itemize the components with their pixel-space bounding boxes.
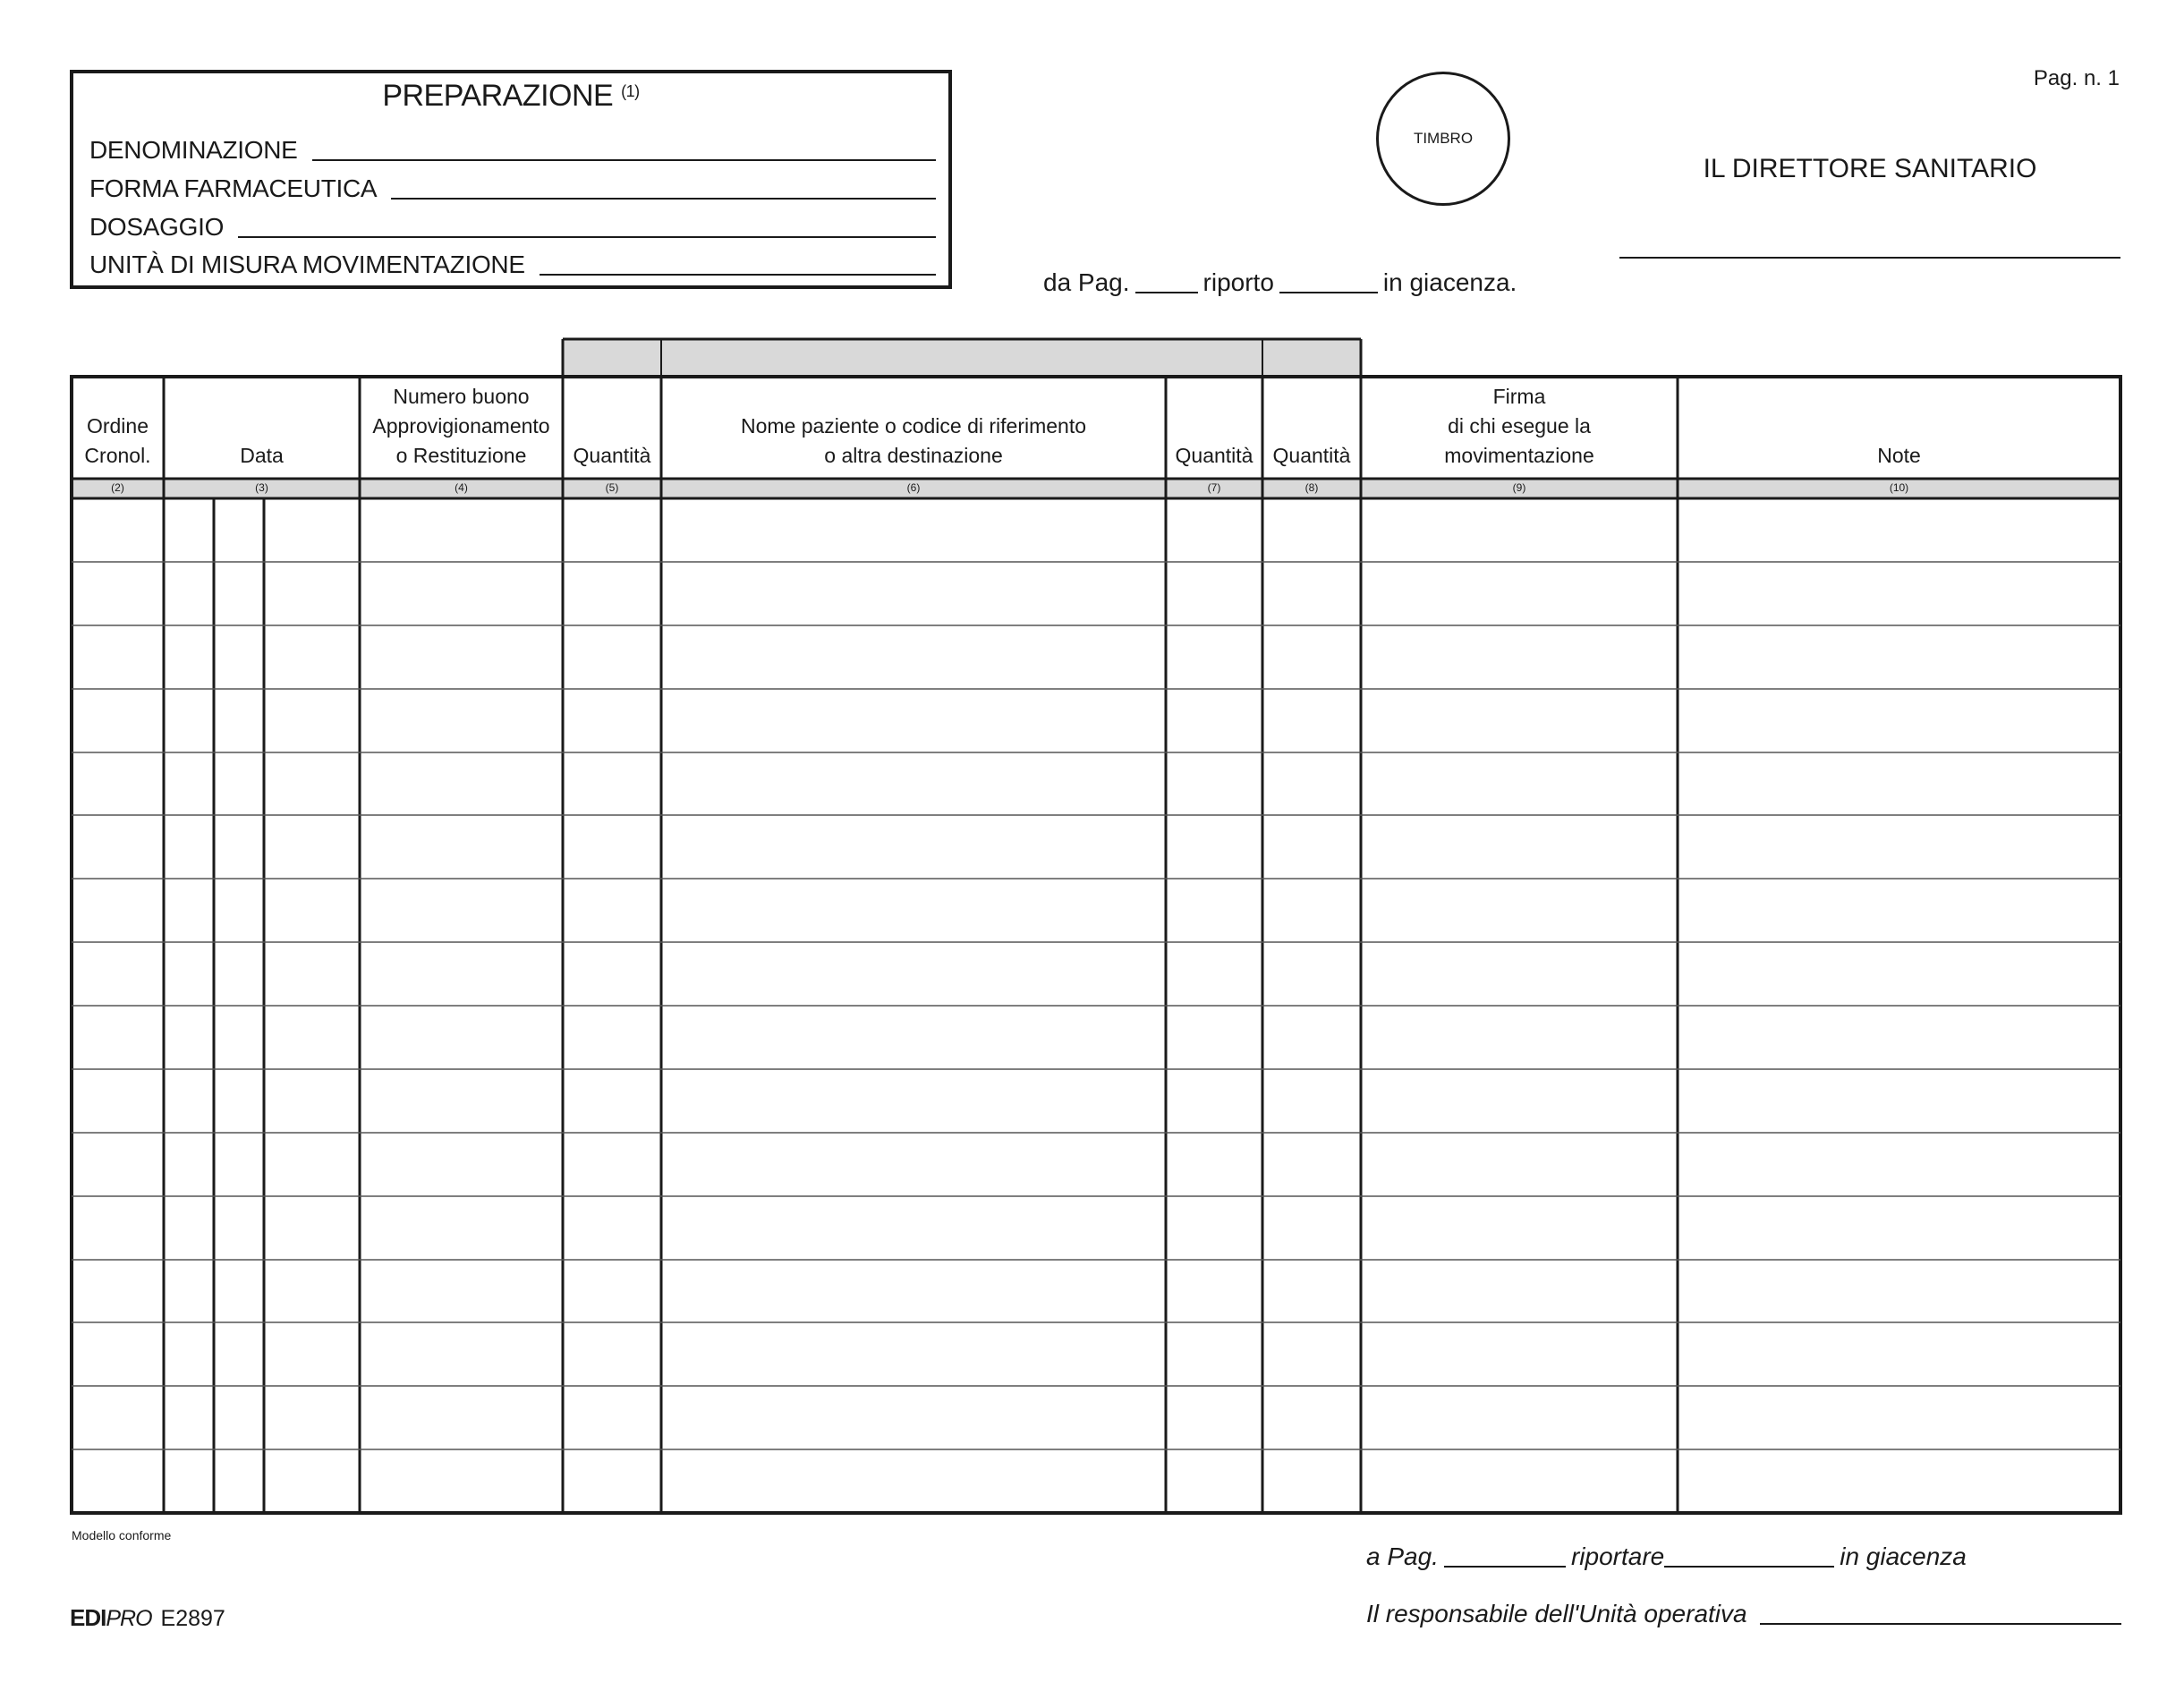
responsible-signature-line[interactable]	[1760, 1623, 2121, 1625]
table-border	[72, 377, 2120, 1513]
col-header-line: Quantità	[1175, 444, 1253, 467]
col-header-line	[1166, 412, 1262, 441]
col-header-line	[1166, 382, 1262, 412]
col-header-line: di chi esegue la	[1448, 414, 1591, 438]
col-header-quantita-carico	[563, 382, 661, 471]
col-number: (7)	[1207, 481, 1221, 494]
col-header-line: Nome paziente o codice di riferimento	[740, 414, 1087, 438]
col-header-line	[1262, 382, 1361, 412]
carry-to-suffix: in giacenza	[1840, 1542, 1967, 1570]
director-title: IL DIRETTORE SANITARIO	[1703, 154, 2037, 183]
col-header-data	[164, 382, 360, 471]
col-header-nome-paziente	[661, 382, 1166, 471]
col-number: (10)	[1889, 481, 1909, 494]
carry-to	[1366, 1542, 1967, 1571]
col-header-line: o altra destinazione	[824, 444, 1003, 467]
col-header-line	[1678, 382, 2120, 412]
col-header-line: Ordine	[86, 414, 149, 438]
field-label: DENOMINAZIONE	[89, 136, 298, 164]
col-header-line: Note	[1877, 444, 1921, 467]
stamp-label: TIMBRO	[1413, 130, 1474, 147]
col-number: (8)	[1304, 481, 1319, 494]
responsible-label: Il responsabile dell'Unità operativa	[1366, 1600, 1747, 1627]
model-note: Modello conforme	[72, 1528, 172, 1542]
col-header-line	[1678, 412, 2120, 441]
field-label: UNITÀ DI MISURA MOVIMENTAZIONE	[89, 251, 525, 278]
col-header-note	[1678, 382, 2120, 471]
band-carico-bg	[564, 340, 660, 376]
carry-to-amount-blank[interactable]	[1664, 1565, 1834, 1568]
col-number: (4)	[455, 481, 468, 494]
col-header-line: Cronol.	[84, 444, 151, 467]
col-header-line	[563, 382, 661, 412]
brand-pro: PRO	[106, 1606, 152, 1631]
page-number: Pag. n. 1	[2033, 66, 2120, 90]
col-header-line: Quantità	[573, 444, 651, 467]
col-number: (3)	[255, 481, 268, 494]
col-header-line	[661, 382, 1166, 412]
carry-from-prefix: da Pag.	[1043, 268, 1130, 296]
carry-to-middle: riportare	[1570, 1542, 1665, 1570]
col-header-line: Approvigionamento	[372, 414, 550, 438]
col-header-line: Quantità	[1272, 444, 1351, 467]
col-header-ordine	[72, 382, 164, 471]
col-header-quantita-scarico	[1166, 382, 1262, 471]
field-label: FORMA FARMACEUTICA	[89, 174, 378, 202]
col-header-line: Numero buono	[393, 385, 530, 408]
carry-from-middle: riporto	[1202, 268, 1274, 296]
col-header-line	[164, 382, 360, 412]
col-header-line	[563, 412, 661, 441]
preparation-title-text: PREPARAZIONE	[382, 79, 614, 113]
col-header-line: o Restituzione	[395, 444, 527, 467]
preparation-title-note: (1)	[621, 82, 640, 100]
carry-to-page-blank[interactable]	[1444, 1565, 1566, 1568]
carry-to-prefix: a Pag.	[1366, 1542, 1439, 1570]
col-number: (6)	[906, 481, 921, 494]
col-header-line	[164, 412, 360, 441]
col-header-firma	[1361, 382, 1678, 471]
col-number: (5)	[605, 481, 619, 494]
form-code: E2897	[160, 1606, 225, 1631]
band-giacenza-bg	[1263, 340, 1360, 376]
brand-edi: EDI	[70, 1604, 106, 1631]
col-header-line	[72, 382, 164, 412]
col-header-line	[1262, 412, 1361, 441]
col-number: (9)	[1512, 481, 1526, 494]
row-lines	[72, 562, 2120, 1449]
carry-from-suffix: in giacenza.	[1382, 268, 1517, 296]
col-header-line: Data	[240, 444, 284, 467]
col-header-quantita-giacenza	[1262, 382, 1361, 471]
col-header-line: movimentazione	[1444, 444, 1594, 467]
band-scarico-bg	[661, 340, 1262, 376]
col-number: (2)	[111, 481, 124, 494]
col-header-line: Firma	[1492, 385, 1546, 408]
responsible-signature	[1366, 1600, 2121, 1628]
field-label: DOSAGGIO	[89, 213, 225, 241]
brand-logo	[70, 1604, 225, 1632]
col-header-numero-buono	[360, 382, 563, 471]
